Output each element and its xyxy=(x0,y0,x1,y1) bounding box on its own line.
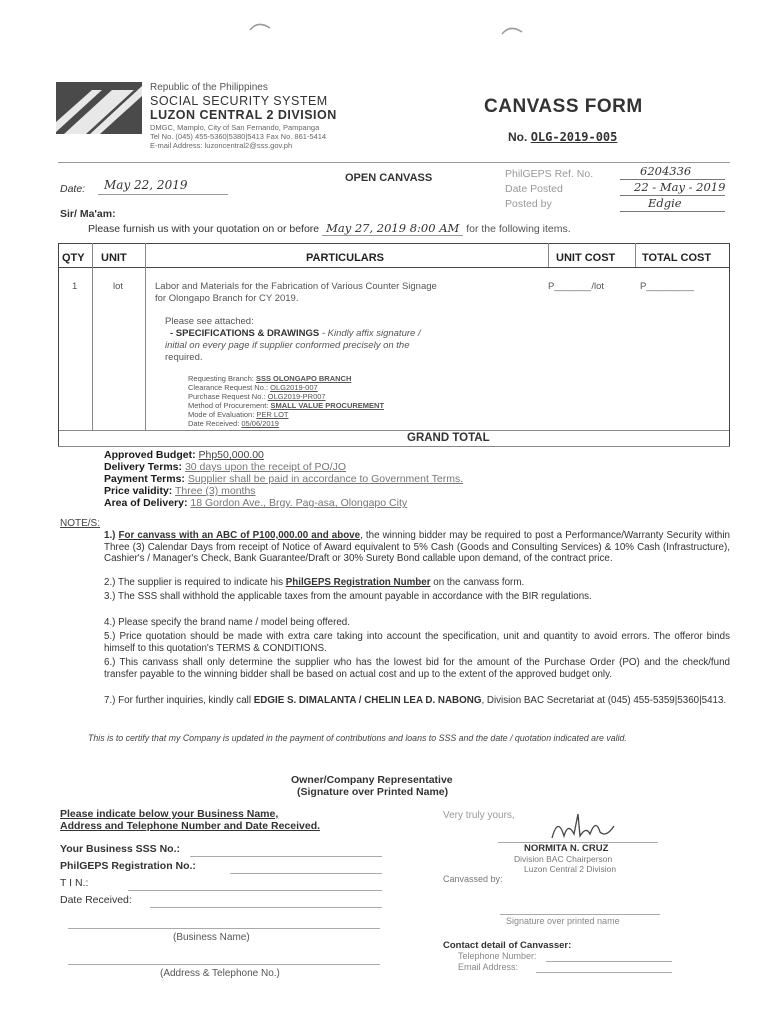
business-sss-label: Your Business SSS No.: xyxy=(60,843,180,855)
request-detail-label: Purchase Request No.: xyxy=(188,392,268,401)
date-received-label: Date Received: xyxy=(60,894,132,906)
signature-over-name-caption: Signature over printed name xyxy=(506,916,620,926)
agency-name: SOCIAL SECURITY SYSTEM xyxy=(150,94,328,108)
canvassed-by-label: Canvassed by: xyxy=(443,874,503,884)
request-detail-value: PER LOT xyxy=(256,410,289,419)
note-4: 4.) Please specify the brand name / model being offered. xyxy=(104,617,350,628)
tin-field[interactable] xyxy=(128,890,382,891)
note-6: 6.) This canvass shall only determine the supplier who has the lowest bid for the amount of the Purchase Order (PO) and the check/fund transfer payable to the winning bidder shall be based on actual cost and up to the extent of the approved budget only. xyxy=(104,657,730,680)
telephone-label: Telephone Number: xyxy=(458,951,537,961)
sss-logo xyxy=(56,82,142,134)
grand-total-label: GRAND TOTAL xyxy=(407,432,490,444)
row-unit-cost: P_______/lot xyxy=(548,281,604,292)
row-desc-line1: Labor and Materials for the Fabrication of Various Counter Signage xyxy=(155,281,437,292)
col-unit-cost: UNIT COST xyxy=(556,252,616,264)
col-qty: QTY xyxy=(62,252,85,264)
request-detail-label: Requesting Branch: xyxy=(188,374,256,383)
specs-line3: required. xyxy=(165,352,203,363)
row-qty: 1 xyxy=(72,281,78,292)
request-details xyxy=(188,374,384,428)
request-detail-value: 05/06/2019 xyxy=(241,419,279,428)
price-validity: Price validity: Three (3) months xyxy=(104,485,256,497)
contact-canvasser-label: Contact detail of Canvasser: xyxy=(443,940,572,951)
note-3: 3.) The SSS shall withhold the applicable taxes from the amount payable in accordance with the BIR regulations. xyxy=(104,591,592,602)
canvasser-signature-field[interactable] xyxy=(500,914,660,915)
email-label: Email Address: xyxy=(458,962,519,972)
business-name-caption: (Business Name) xyxy=(173,932,250,943)
request-detail-label: Clearance Request No.: xyxy=(188,383,271,392)
instruction-line1: Please indicate below your Business Name, xyxy=(60,808,279,820)
request-detail-value: OLG2019-PR007 xyxy=(267,392,326,401)
date-posted-value: 22 - May - 2019 xyxy=(634,180,726,194)
date-received-field[interactable] xyxy=(150,907,382,908)
request-detail-value: OLG2019-007 xyxy=(270,383,318,392)
agency-tel: Tel No. (045) 455-5360|5380|5413 Fax No. 861-5414 xyxy=(150,132,327,141)
request-detail-value: SSS OLONGAPO BRANCH xyxy=(255,374,352,383)
agency-address: DMGC, Mamplo, City of San Fernando, Pampanga xyxy=(150,123,320,132)
punch-hole-mark xyxy=(500,22,524,36)
request-detail-label: Method of Procurement: xyxy=(188,401,271,410)
telephone-field[interactable] xyxy=(546,961,672,962)
business-name-field[interactable] xyxy=(68,928,380,929)
date-posted-label: Date Posted xyxy=(505,183,563,195)
philgeps-reg-label: PhilGEPS Registration No.: xyxy=(60,860,196,872)
signatory-title1: Division BAC Chairperson xyxy=(514,854,613,864)
philgeps-ref-label: PhilGEPS Ref. No. xyxy=(505,168,594,180)
business-sss-field[interactable] xyxy=(190,856,382,857)
request-detail-row xyxy=(188,410,384,419)
posted-by-label: Posted by xyxy=(505,198,552,210)
row-desc-line2: for Olongapo Branch for CY 2019. xyxy=(155,293,299,304)
date-value: May 22, 2019 xyxy=(104,178,188,192)
signatory-name: NORMITA N. CRUZ xyxy=(524,843,609,854)
form-title: CANVASS FORM xyxy=(484,96,643,117)
row-unit: lot xyxy=(113,281,124,292)
request-detail-row xyxy=(188,374,384,383)
request-detail-row xyxy=(188,392,384,401)
request-detail-label: Mode of Evaluation: xyxy=(188,410,257,419)
philgeps-ref-value: 6204336 xyxy=(640,164,692,178)
col-unit: UNIT xyxy=(101,252,127,264)
request-line: Please furnish us with your quotation on or before May 27, 2019 8:00 AM for the following items. xyxy=(88,221,571,235)
delivery-terms: Delivery Terms: 30 days upon the receipt of PO/JO xyxy=(104,461,347,473)
notes-label: NOTE/S: xyxy=(60,518,101,529)
address-phone-field[interactable] xyxy=(68,964,380,965)
owner-subtitle: (Signature over Printed Name) xyxy=(297,786,449,798)
payment-terms: Payment Terms: Supplier shall be paid in accordance to Government Terms. xyxy=(104,473,464,485)
owner-title: Owner/Company Representative xyxy=(291,774,453,786)
address-phone-caption: (Address & Telephone No.) xyxy=(160,968,280,979)
open-canvass-label: OPEN CANVASS xyxy=(345,172,433,184)
note-5: 5.) Price quotation should be made with extra care taking into account the specification, unit and quantity to avoid errors. The offeror binds himself to this quotation's TERMS & CONDITIONS. xyxy=(104,631,730,654)
col-total-cost: TOTAL COST xyxy=(642,252,712,264)
row-total-cost: P_________ xyxy=(640,281,694,292)
specs-line2: initial on every page if supplier conformed precisely on the xyxy=(165,340,410,351)
area-of-delivery: Area of Delivery: 18 Gordon Ave., Brgy. Pag-asa, Olongapo City xyxy=(104,497,408,509)
agency-email: E-mail Address: luzoncentral2@sss.gov.ph xyxy=(150,141,293,150)
deadline-value: May 27, 2019 8:00 AM xyxy=(322,221,463,236)
division-name: LUZON CENTRAL 2 DIVISION xyxy=(150,108,337,122)
philgeps-reg-field[interactable] xyxy=(230,873,382,874)
note-1: 1.) For canvass with an ABC of P100,000.00 and above, the winning bidder may be required to post a Performance/Warranty Security within Three (3) Calendar Days from receipt of Notice of Award equivalent to 5% Cash (Goods and Consulting Services) & 10% Cash (Infrastructure), Cashier's / Manager's Check, Bank Guarantee/Draft or 30% Surety Bond callable upon demand, of the contract price. xyxy=(104,530,730,565)
tin-label: T I N.: xyxy=(60,877,89,889)
punch-hole-mark xyxy=(248,18,272,32)
instruction-line2: Address and Telephone Number and Date Received. xyxy=(60,820,321,832)
note-2: 2.) The supplier is required to indicate his PhilGEPS Registration Number on the canvass form. xyxy=(104,577,525,588)
form-number: No. OLG-2019-005 xyxy=(508,130,618,144)
request-detail-row xyxy=(188,401,384,410)
note-7: 7.) For further inquiries, kindly call EDGIE S. DIMALANTA / CHELIN LEA D. NABONG, Division BAC Secretariat at (045) 455-5359|5360|5413. xyxy=(104,695,727,706)
salutation: Sir/ Ma'am: xyxy=(60,208,116,220)
signatory-title2: Luzon Central 2 Division xyxy=(524,864,617,874)
specs-line1: - SPECIFICATIONS & DRAWINGS - Kindly affix signature / xyxy=(170,328,421,339)
see-attached: Please see attached: xyxy=(165,316,254,327)
col-particulars: PARTICULARS xyxy=(306,252,385,264)
request-detail-row xyxy=(188,419,384,428)
email-field[interactable] xyxy=(536,972,672,973)
date-label: Date: xyxy=(60,183,86,195)
request-detail-row xyxy=(188,383,384,392)
very-truly-yours: Very truly yours, xyxy=(443,810,515,821)
republic-label: Republic of the Philippines xyxy=(150,82,268,93)
approved-budget: Approved Budget: Php50,000.00 xyxy=(104,449,264,461)
certification-text: This is to certify that my Company is updated in the payment of contributions and loans to SSS and the date / quotation indicated are valid. xyxy=(88,733,627,743)
request-detail-value: SMALL VALUE PROCUREMENT xyxy=(270,401,385,410)
posted-by-value: Edgie xyxy=(648,196,682,210)
request-detail-label: Date Received: xyxy=(188,419,242,428)
